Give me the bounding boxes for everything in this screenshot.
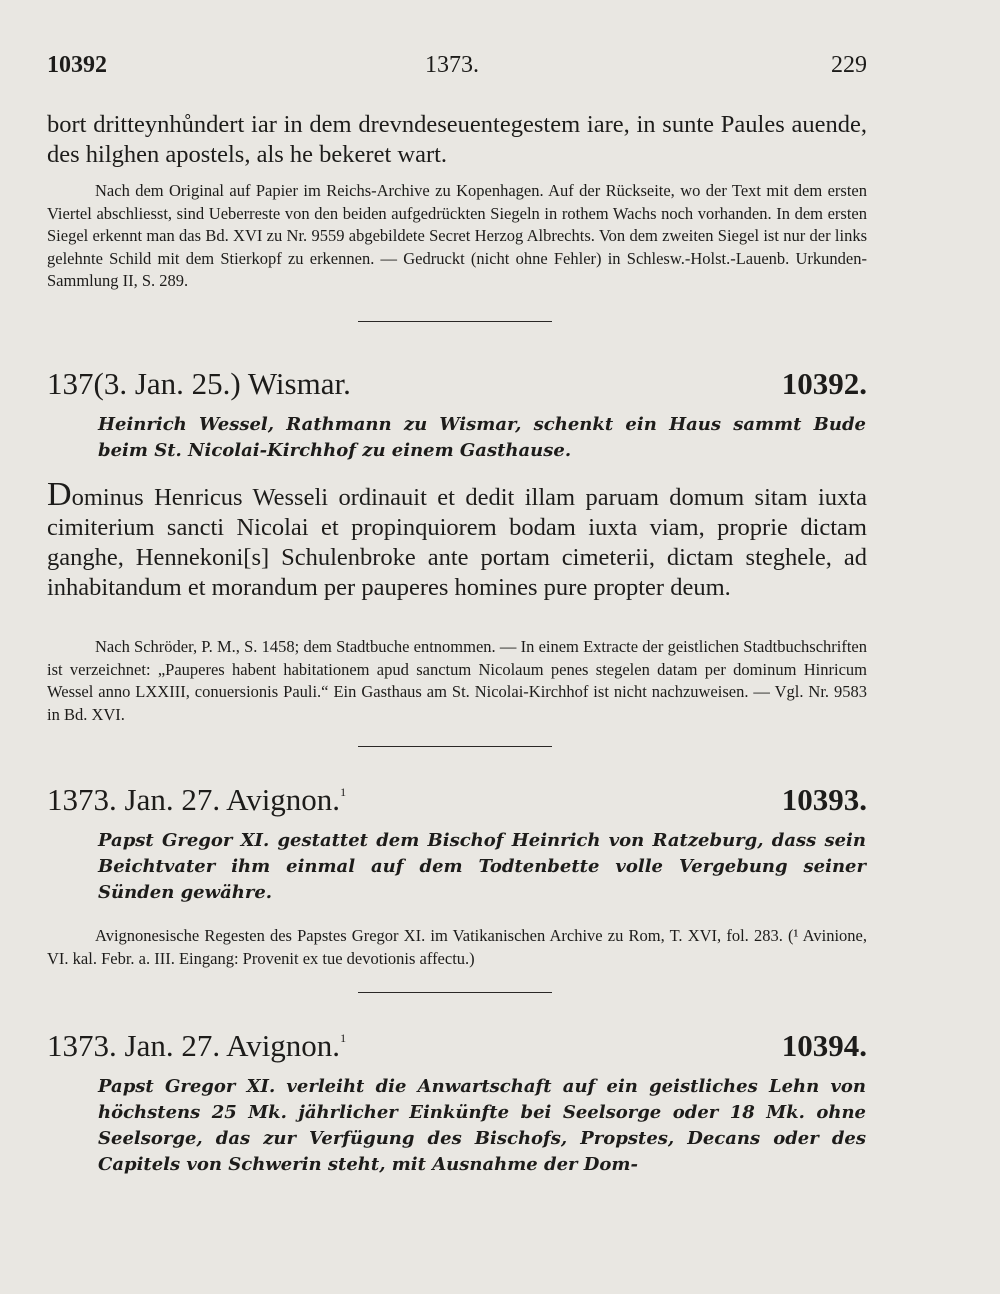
entry-regest: Papst Gregor XI. verleiht die Anwartschaft auf ein geistliches Lehn von höchstens 25 Mk. jährlicher Einkünfte bei Seelsorge oder 18 Mk. ohne Seelsorge, das zur Verfügung des Bischofs, Propstes, Decans oder des Capitels von Schwerin steht, mit Ausnahme der Dom- bbox=[98, 1076, 866, 1175]
separator-rule bbox=[358, 992, 552, 993]
footnote-marker: 1 bbox=[340, 1031, 347, 1045]
entry-date: 137(3. Jan. 25.) Wismar. bbox=[47, 366, 351, 401]
entry-number: 10393. bbox=[781, 782, 867, 817]
entry-text-body: ominus Henricus Wesseli ordinauit et dedit illam paruam domum sitam iuxta cimiterium sancti Nicolai et propinquiorem bodam iuxta viam, proprie dictam ganghe, Hennekoni[s] Schulenbroke ante portam cimeterii, dictam steghele, ad inhabitandum et morandum per pauperes homines pure propter deum. bbox=[47, 484, 867, 601]
entry-date bbox=[47, 782, 346, 818]
entry-header bbox=[47, 1028, 867, 1072]
entry-header bbox=[47, 782, 867, 826]
running-head-left: 10392 bbox=[47, 52, 107, 78]
footnote-marker: 1 bbox=[340, 785, 347, 799]
entry-regest: Heinrich Wessel, Rathmann zu Wismar, schenkt ein Haus sammt Bude beim St. Nicolai-Kirchhof zu einem Gasthause. bbox=[98, 414, 866, 461]
entry-note: Avignonesische Regesten des Papstes Gregor XI. im Vatikanischen Archive zu Rom, T. XVI, fol. 283. (¹ Avinione, VI. kal. Febr. a. III. Eingang: Provenit ex tue devotionis affectu.) bbox=[47, 926, 867, 968]
entry-regest: Papst Gregor XI. gestattet dem Bischof Heinrich von Ratzeburg, dass sein Beichtvater ihm einmal auf dem Todtenbette volle Vergebung seiner Sünden gewähre. bbox=[98, 830, 866, 903]
separator-rule bbox=[358, 746, 552, 747]
entry-date bbox=[47, 1028, 346, 1064]
entry-date-text: 1373. Jan. 27. Avignon. bbox=[47, 782, 341, 817]
running-head-year: 1373. bbox=[425, 52, 479, 78]
entry-number: 10394. bbox=[781, 1028, 867, 1063]
entry-note: Nach Schröder, P. M., S. 1458; dem Stadtbuche entnommen. — In einem Extracte der geistlichen Stadtbuchschriften ist verzeichnet: „Pauperes habent habitationem apud sanctum Nicolaum penes stegelen datam per dominum Hinricum Wessel anno LXXIII, conuersionis Pauli.“ Ein Gasthaus am St. Nicolai-Kirchhof ist nicht nachzuweisen. — Vgl. Nr. 9583 in Bd. XVI. bbox=[47, 637, 867, 724]
entry-header bbox=[47, 366, 867, 410]
separator-rule bbox=[358, 321, 552, 322]
entry-number: 10392. bbox=[781, 366, 867, 401]
running-head bbox=[47, 52, 867, 86]
entry-text bbox=[47, 476, 867, 603]
page-number: 229 bbox=[831, 52, 867, 78]
intro-text: bort dritteynhůndert iar in dem drevndeseuentegestem iare, in sunte Paules auende, des hilghen apostels, als he bekeret wart. bbox=[47, 111, 867, 168]
entry-date-text: 1373. Jan. 27. Avignon. bbox=[47, 1028, 341, 1063]
intro-note: Nach dem Original auf Papier im Reichs-Archive zu Kopenhagen. Auf der Rückseite, wo der Text mit dem ersten Viertel abschliesst, sind Ueberreste von den beiden aufgedrückten Siegeln in rothem Wachs noch vorhanden. In dem ersten Siegel erkennt man das Bd. XVI zu Nr. 9559 abgebildete Secret Herzog Albrechts. Von dem zweiten Siegel ist nur der links gelehnte Schild mit dem Stierkopf zu erkennen. — Gedruckt (nicht ohne Fehler) in Schlesw.-Holst.-Lauenb. Urkunden-Sammlung II, S. 289. bbox=[47, 181, 867, 290]
drop-cap: D bbox=[47, 476, 72, 513]
